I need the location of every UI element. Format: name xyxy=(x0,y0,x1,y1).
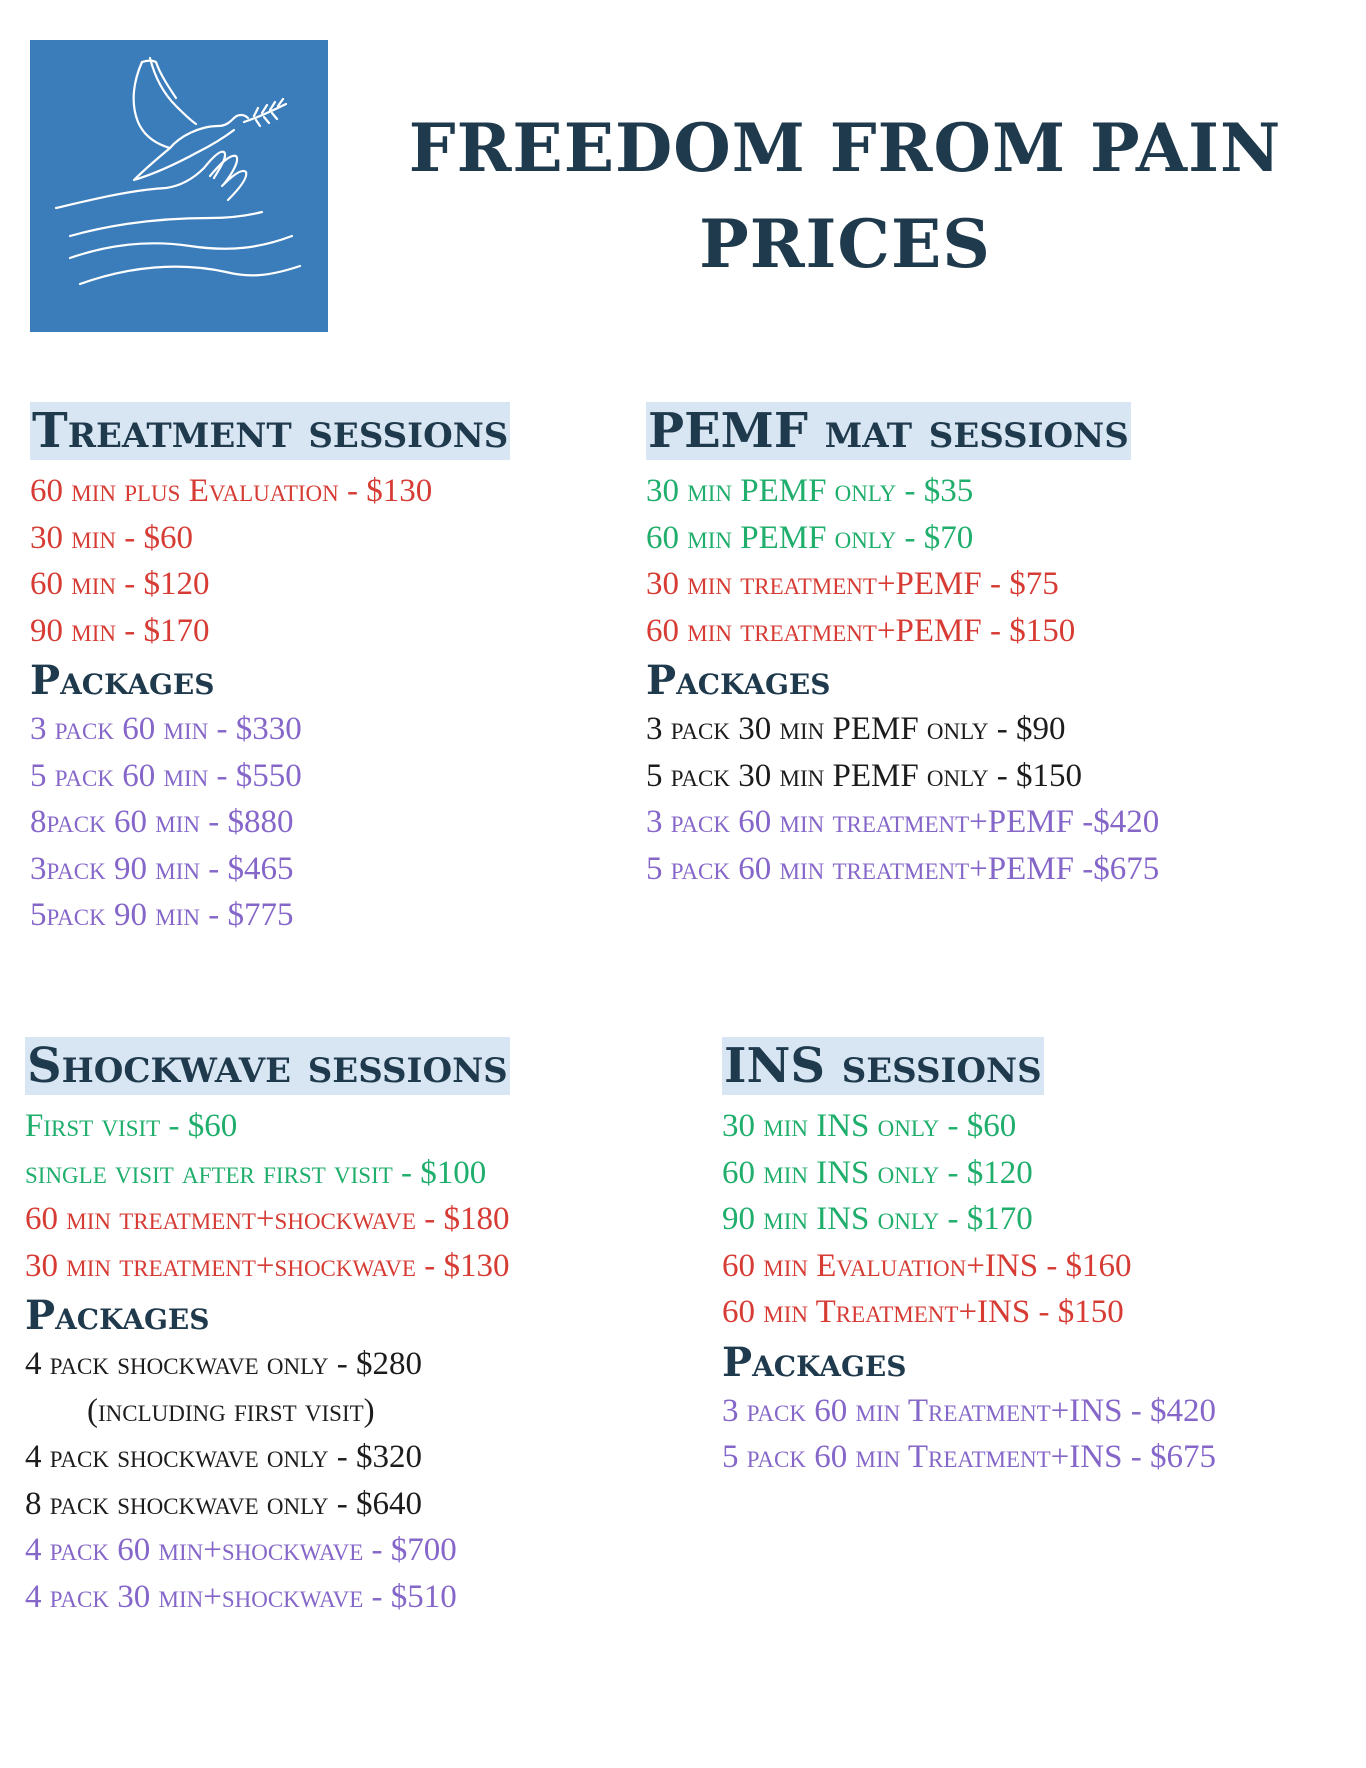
price-item xyxy=(722,1103,1216,1150)
price-item xyxy=(646,608,1159,655)
price-item xyxy=(25,1103,510,1150)
package-item xyxy=(646,846,1159,893)
section-heading: INS sessions xyxy=(724,1038,1042,1094)
section-heading: PEMF mat sessions xyxy=(648,403,1129,459)
price-item-text: 60 min Treatment+INS - $150 xyxy=(722,1294,1124,1330)
package-item xyxy=(25,1434,510,1481)
price-item-text: 90 min - $170 xyxy=(30,612,210,649)
session-list xyxy=(25,1103,510,1289)
ins-sessions-section xyxy=(722,1037,1216,1481)
section-heading: Shockwave sessions xyxy=(27,1038,508,1094)
package-item xyxy=(30,753,510,800)
package-item xyxy=(25,1574,510,1621)
price-item xyxy=(30,515,510,562)
price-item-note: (including first visit) xyxy=(87,1392,375,1429)
price-item-text: 4 pack 60 min+shockwave - $700 xyxy=(25,1532,457,1568)
price-item-text: 30 min treatment+shockwave - $130 xyxy=(25,1247,510,1284)
package-item xyxy=(722,1434,1216,1481)
price-item-text: 60 min INS only - $120 xyxy=(722,1154,1033,1191)
package-list xyxy=(646,706,1159,892)
price-item-text: 30 min treatment+PEMF - $75 xyxy=(646,566,1059,602)
package-item xyxy=(646,799,1159,846)
price-item-text: 3 pack 60 min - $330 xyxy=(30,711,302,747)
session-list xyxy=(646,468,1159,654)
section-heading: Treatment sessions xyxy=(32,403,509,459)
price-item-text: 60 min - $120 xyxy=(30,566,210,602)
price-item xyxy=(646,561,1159,608)
package-item xyxy=(30,846,510,893)
price-item-text: 4 pack 30 min+shockwave - $510 xyxy=(25,1578,457,1615)
packages-heading: Packages xyxy=(25,1292,210,1339)
price-item-text: 3pack 90 min - $465 xyxy=(30,850,294,887)
price-item-text: 4 pack shockwave only - $280 xyxy=(25,1346,422,1382)
session-list xyxy=(30,468,510,654)
title-line-1: FREEDOM FROM PAIN xyxy=(408,109,1282,187)
dove-with-olive-branch-over-hand-icon xyxy=(30,40,328,332)
price-item-text: 3 pack 60 min treatment+PEMF -$420 xyxy=(646,804,1160,840)
price-item-text: 60 min treatment+shockwave - $180 xyxy=(25,1201,510,1237)
session-list xyxy=(722,1103,1216,1336)
package-item xyxy=(30,706,510,753)
page-title xyxy=(380,100,1310,292)
price-item-text: 8pack 60 min - $880 xyxy=(30,804,294,840)
price-item xyxy=(25,1196,510,1243)
price-item xyxy=(25,1150,510,1197)
price-item-text: 60 min Evaluation+INS - $160 xyxy=(722,1247,1132,1284)
package-item xyxy=(646,706,1159,753)
package-item xyxy=(25,1481,510,1528)
price-item-text: First visit - $60 xyxy=(25,1108,238,1144)
price-item xyxy=(646,515,1159,562)
price-item xyxy=(30,608,510,655)
price-item-text: 8 pack shockwave only - $640 xyxy=(25,1485,422,1522)
price-item xyxy=(722,1196,1216,1243)
price-item-text: 30 min INS only - $60 xyxy=(722,1108,1017,1144)
package-item xyxy=(25,1341,510,1434)
package-item xyxy=(30,892,510,939)
packages-heading: Packages xyxy=(646,657,831,704)
logo xyxy=(30,40,328,332)
package-list xyxy=(30,706,510,939)
treatment-sessions-section xyxy=(30,402,510,939)
price-item xyxy=(30,468,510,515)
price-item-text: 60 min plus Evaluation - $130 xyxy=(30,473,433,509)
price-item-text: 5 pack 60 min - $550 xyxy=(30,757,302,794)
package-item xyxy=(30,799,510,846)
price-item-text: 60 min PEMF only - $70 xyxy=(646,519,974,556)
price-item xyxy=(646,468,1159,515)
packages-heading: Packages xyxy=(722,1338,907,1386)
price-item xyxy=(722,1243,1216,1290)
price-item xyxy=(30,561,510,608)
price-item-text: 5 pack 60 min treatment+PEMF -$675 xyxy=(646,850,1160,887)
package-item xyxy=(25,1527,510,1574)
price-item-text: 30 min - $60 xyxy=(30,519,193,556)
price-item-text: 5pack 90 min - $775 xyxy=(30,897,294,933)
package-item xyxy=(722,1388,1216,1435)
pemf-mat-sessions-section xyxy=(646,402,1159,892)
price-item-text: 4 pack shockwave only - $320 xyxy=(25,1439,422,1475)
shockwave-sessions-section xyxy=(25,1037,510,1620)
packages-heading: Packages xyxy=(30,657,215,704)
price-item-text: 3 pack 60 min Treatment+INS - $420 xyxy=(722,1392,1216,1429)
title-line-2: PRICES xyxy=(699,205,991,283)
price-item-text: 90 min INS only - $170 xyxy=(722,1201,1033,1237)
price-item-text: 3 pack 30 min PEMF only - $90 xyxy=(646,711,1066,747)
package-list xyxy=(25,1341,510,1620)
package-item xyxy=(646,753,1159,800)
price-item-text: 5 pack 30 min PEMF only - $150 xyxy=(646,757,1082,794)
price-item xyxy=(722,1150,1216,1197)
price-item-text: single visit after first visit - $100 xyxy=(25,1154,487,1191)
price-item-text: 5 pack 60 min Treatment+INS - $675 xyxy=(722,1439,1216,1475)
price-item-text: 60 min treatment+PEMF - $150 xyxy=(646,612,1076,649)
package-list xyxy=(722,1388,1216,1481)
price-item-text: 30 min PEMF only - $35 xyxy=(646,473,974,509)
price-item xyxy=(722,1289,1216,1336)
price-item xyxy=(25,1243,510,1290)
